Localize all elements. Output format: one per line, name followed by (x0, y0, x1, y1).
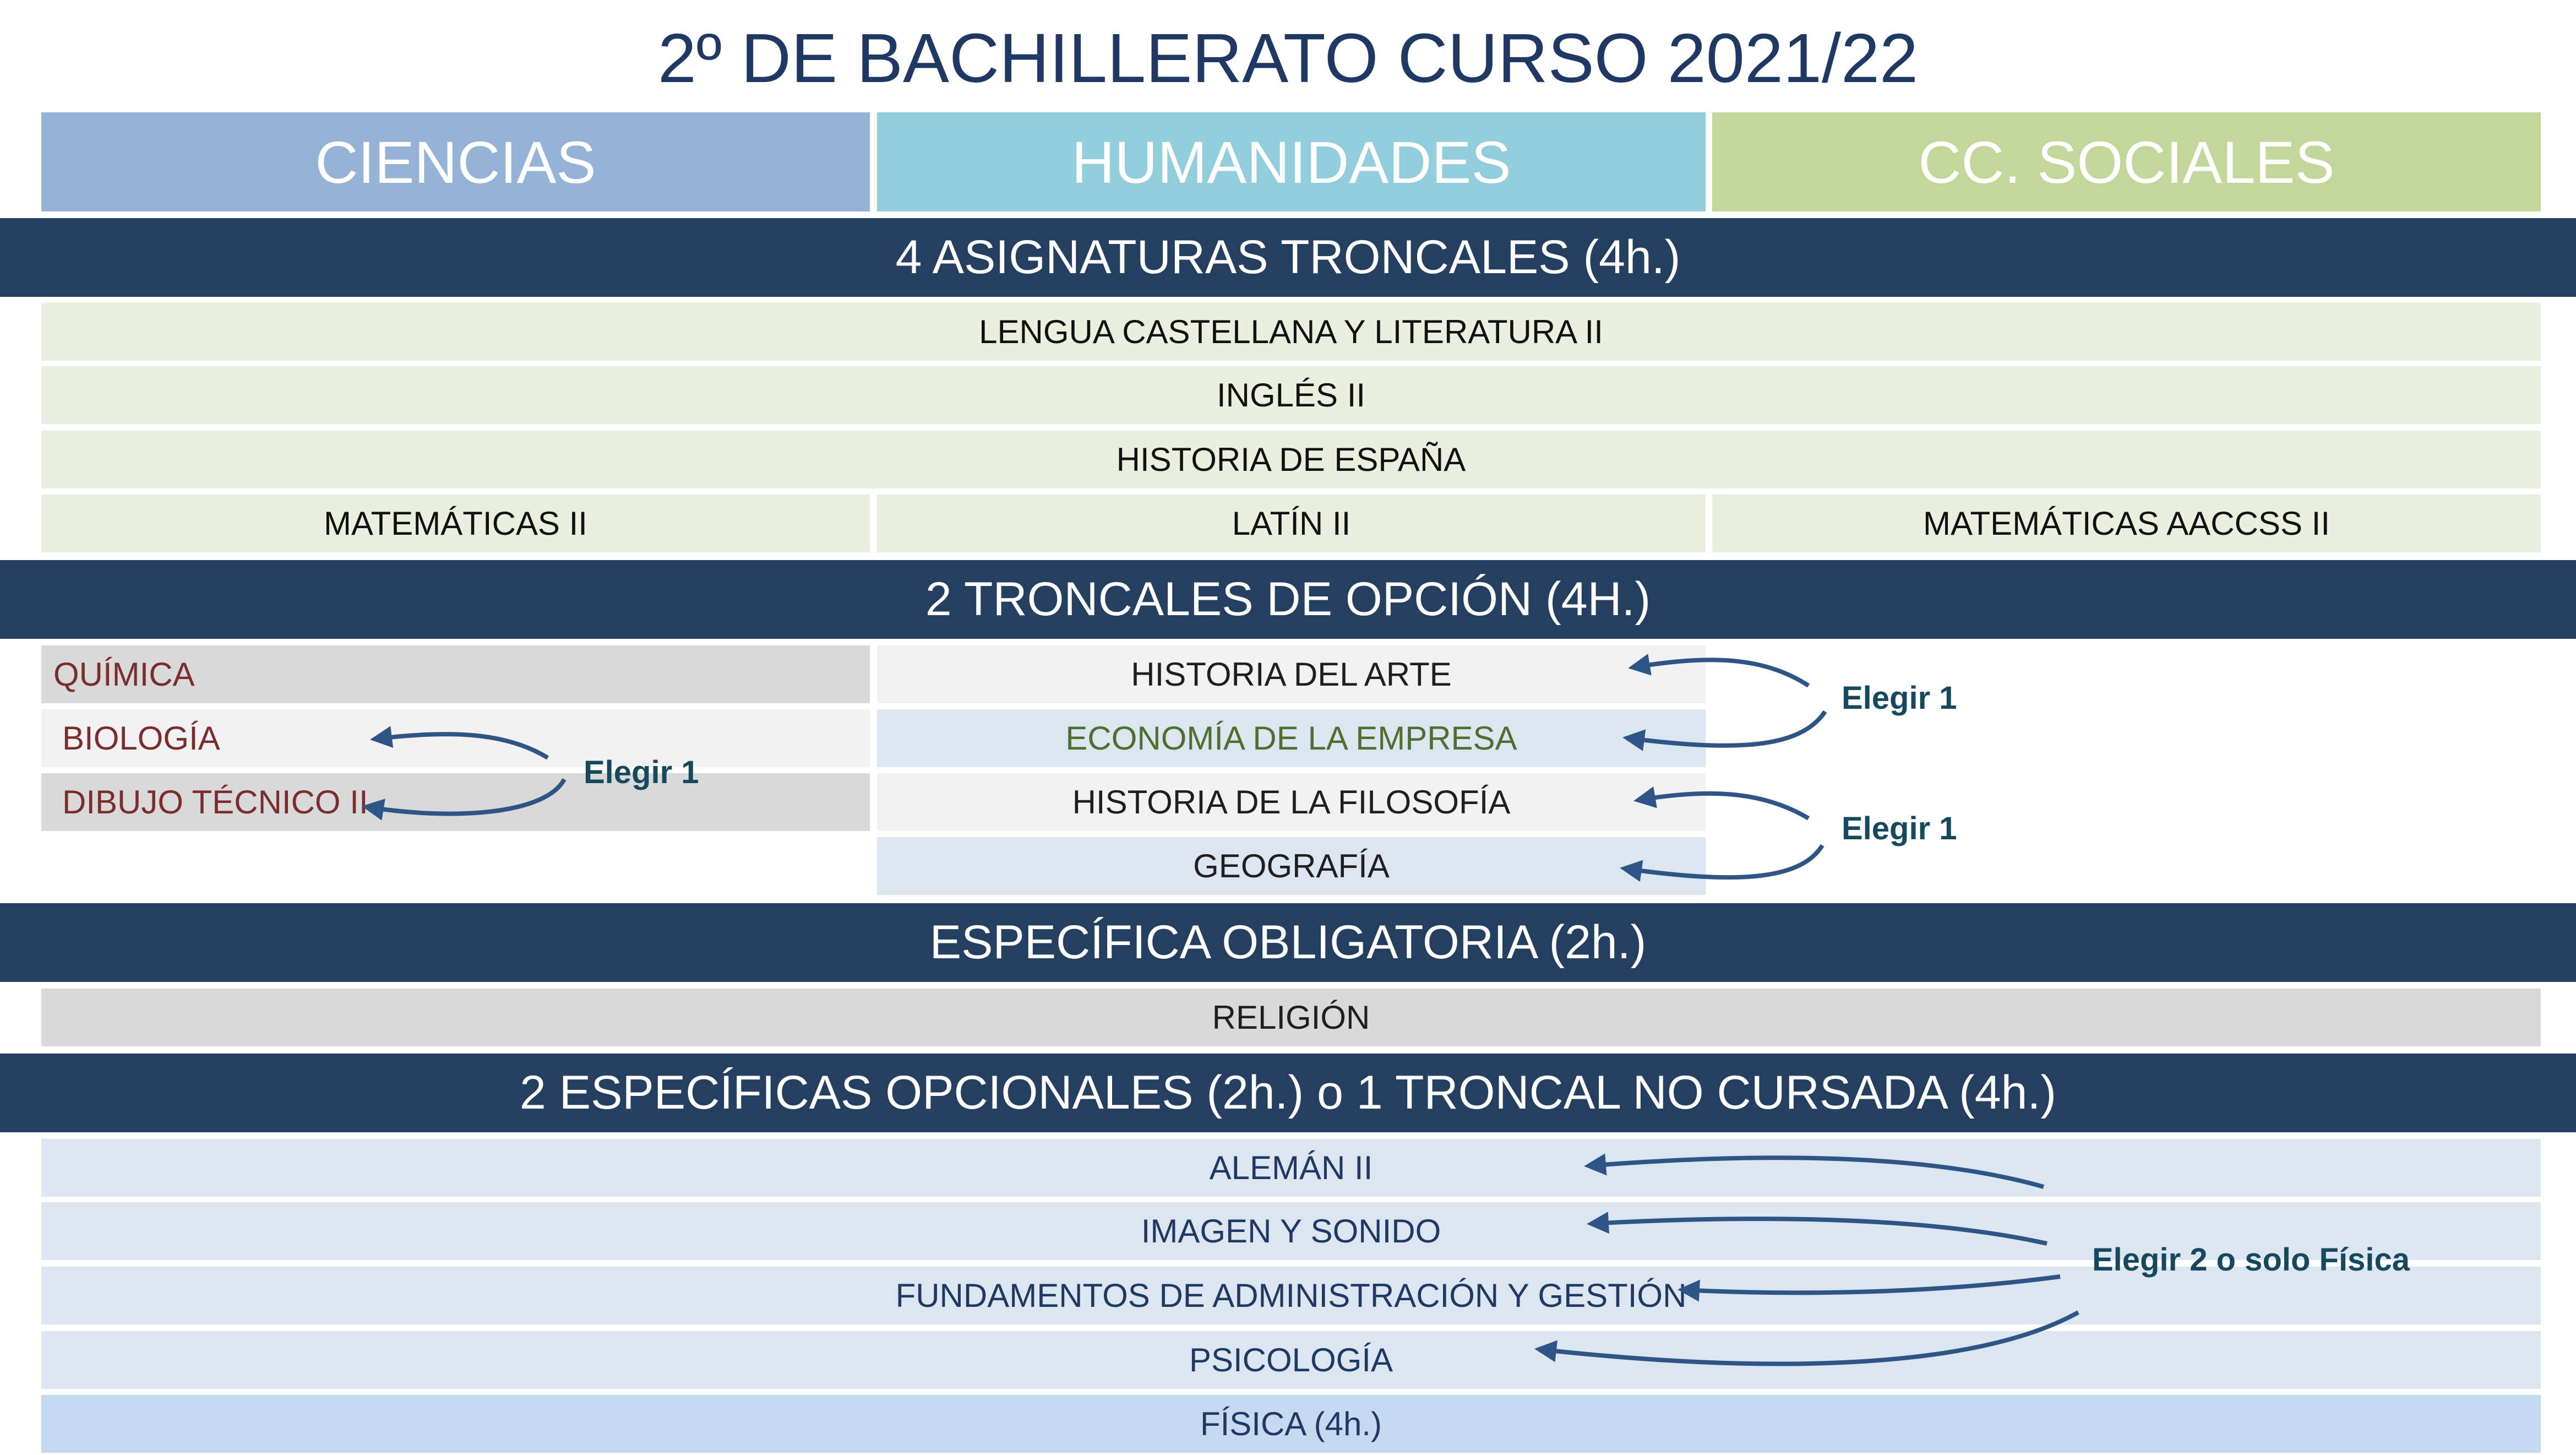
section-troncales-opcion: 2 TRONCALES DE OPCIÓN (4H.) (0, 560, 2576, 639)
arrow-to-geografia (1624, 845, 1822, 877)
arrow-to-historia-arte (1632, 660, 1809, 686)
troncal-cell-matematicas-aaccss: MATEMÁTICAS AACCSS II (1712, 495, 2541, 552)
opcional-fisica: FÍSICA (4h.) (41, 1395, 2541, 1453)
troncal-row-historia-espana: HISTORIA DE ESPAÑA (41, 431, 2541, 488)
arrow-to-dibujo-tecnico (366, 779, 564, 814)
troncal-row-lengua: LENGUA CASTELLANA Y LITERATURA II (41, 303, 2541, 361)
opcional-fundamentos-administracion: FUNDAMENTOS DE ADMINISTRACIÓN Y GESTIÓN (41, 1267, 2541, 1324)
column-header-cc-sociales: CC. SOCIALES (1712, 112, 2541, 211)
page-title: 2º DE BACHILLERATO CURSO 2021/22 (657, 19, 1919, 97)
arrow-to-economia (1627, 712, 1825, 746)
arrow-to-imagen-sonido (1591, 1219, 2047, 1244)
troncal-cell-matematicas: MATEMÁTICAS II (41, 495, 870, 552)
section-troncales: 4 ASIGNATURAS TRONCALES (4h.) (0, 218, 2576, 297)
opcion-dibujo-tecnico: DIBUJO TÉCNICO II (41, 773, 870, 831)
opcional-psicologia: PSICOLOGÍA (41, 1331, 2541, 1389)
opcional-aleman: ALEMÁN II (41, 1139, 2541, 1197)
section-especifica-obligatoria: ESPECÍFICA OBLIGATORIA (2h.) (0, 903, 2576, 982)
arrow-to-fundamentos (1682, 1277, 2060, 1293)
opcion-economia-empresa: ECONOMÍA DE LA EMPRESA (877, 709, 1706, 767)
choose-label-ciencias: Elegir 1 (584, 754, 699, 790)
arrow-to-historia-filosofia (1638, 794, 1809, 818)
choose-label-humanidades-1: Elegir 1 (1842, 680, 1957, 716)
opcion-quimica: QUÍMICA (41, 645, 870, 703)
opcion-biologia: BIOLOGÍA (41, 709, 870, 767)
section-especificas-opcionales: 2 ESPECÍFICAS OPCIONALES (2h.) o 1 TRONCAL NO CURSADA (4h.) (0, 1054, 2576, 1132)
column-header-humanidades: HUMANIDADES (877, 112, 1706, 211)
obligatoria-religion: RELIGIÓN (41, 989, 2541, 1046)
troncal-cell-latin: LATÍN II (877, 495, 1706, 552)
opcion-historia-filosofia: HISTORIA DE LA FILOSOFÍA (877, 773, 1706, 831)
arrow-to-aleman (1588, 1158, 2044, 1187)
opcion-historia-arte: HISTORIA DEL ARTE (877, 645, 1706, 703)
arrow-to-psicologia (1539, 1312, 2078, 1364)
column-header-ciencias: CIENCIAS (41, 112, 870, 211)
choose-label-opcionales: Elegir 2 o solo Física (2092, 1242, 2410, 1278)
opcional-imagen-sonido: IMAGEN Y SONIDO (41, 1202, 2541, 1260)
choose-label-humanidades-2: Elegir 1 (1842, 811, 1957, 846)
arrow-to-biologia (374, 734, 548, 758)
troncal-row-ingles: INGLÉS II (41, 366, 2541, 424)
opcion-geografia: GEOGRAFÍA (877, 837, 1706, 895)
